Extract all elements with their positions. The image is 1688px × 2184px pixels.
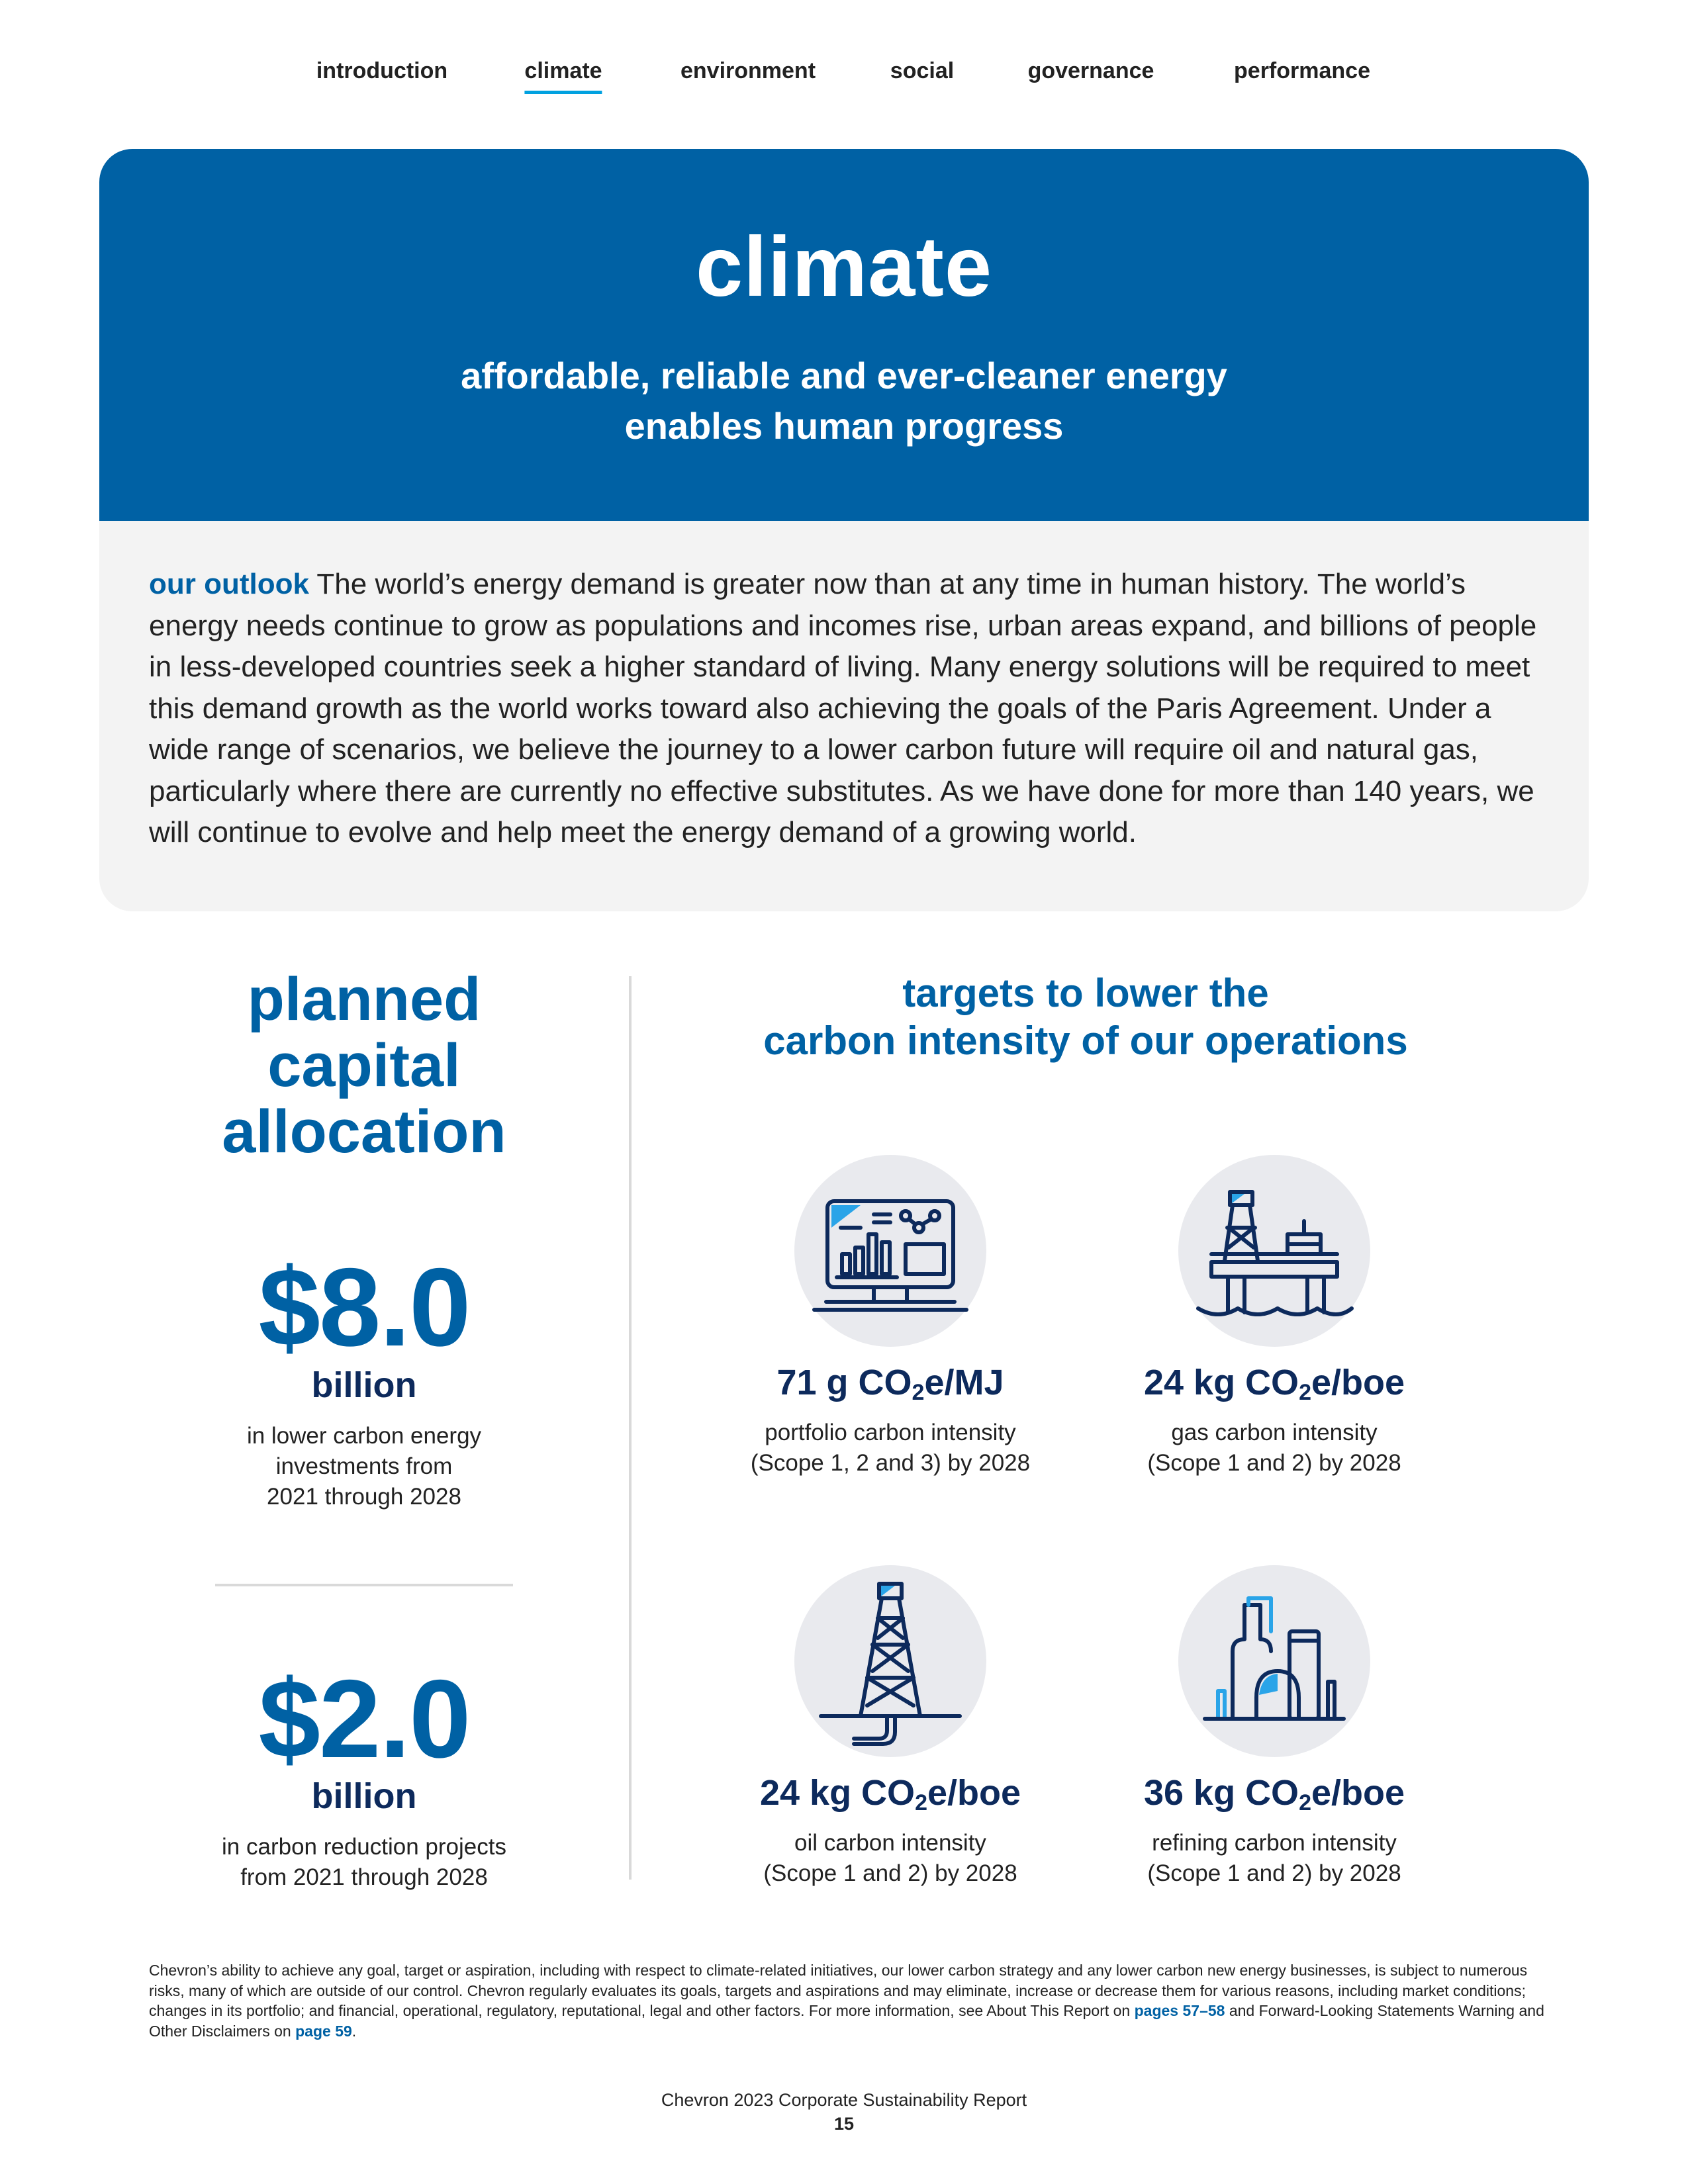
metric-suffix: e/boe [1311, 1773, 1405, 1813]
column-divider [629, 976, 632, 1880]
capital-value: $2.0 [258, 1657, 470, 1781]
page-title: climate [695, 220, 993, 314]
hero-subtitle [99, 351, 1589, 451]
metric-amount: 24 kg CO [759, 1773, 915, 1813]
desc-line: investments from [275, 1453, 453, 1479]
capital-unit: billion [311, 1776, 417, 1816]
heading-line: allocation [222, 1098, 506, 1165]
nav-performance[interactable]: performance [1234, 58, 1370, 83]
oil-derrick-icon [794, 1565, 986, 1757]
outlook-lead: our outlook [149, 568, 309, 600]
target-description [1089, 1828, 1460, 1889]
nav-introduction[interactable]: introduction [316, 58, 448, 83]
capital-description [165, 1832, 563, 1893]
heading-line: targets to lower the [902, 971, 1269, 1015]
desc-line: 2021 through 2028 [267, 1484, 461, 1510]
disclaimer [149, 1960, 1546, 2041]
metric-suffix: e/MJ [924, 1363, 1004, 1402]
metric-subscript: 2 [912, 1380, 925, 1405]
capital-description [165, 1421, 563, 1512]
nav-governance[interactable]: governance [1027, 58, 1154, 83]
capital-value: $8.0 [258, 1245, 470, 1369]
disclaimer-text: Chevron’s ability to achieve any goal, target or aspiration, including with respect to climate-related initiatives, our lower carbon strategy and any lower carbon new energy businesses, is subject to numerous risks, many of which are outside of our control. Chevron regularly evaluates its goals, targets and aspirations and may eliminate, increase or decrease them for various reasons, including market conditions; changes in its portfolio; and financial, operational, regulatory, reputational, legal and other factors. For more information, see About This Report on [149, 1962, 1528, 2019]
desc-line: portfolio carbon intensity [765, 1420, 1016, 1445]
divider [215, 1584, 513, 1586]
metric-suffix: e/boe [927, 1773, 1021, 1813]
heading-line: capital [267, 1032, 461, 1099]
hero-banner [99, 149, 1589, 521]
desc-line: (Scope 1, 2 and 3) by 2028 [750, 1450, 1031, 1476]
heading-line: carbon intensity of our operations [763, 1019, 1408, 1063]
targets-heading [662, 970, 1509, 1065]
metric-subscript: 2 [1299, 1380, 1311, 1405]
desc-line: from 2021 through 2028 [240, 1864, 488, 1890]
desc-line: (Scope 1 and 2) by 2028 [1147, 1450, 1401, 1476]
report-title: Chevron 2023 Corporate Sustainability Report [661, 2090, 1027, 2110]
nav-environment[interactable]: environment [680, 58, 816, 83]
desc-line: (Scope 1 and 2) by 2028 [763, 1860, 1017, 1886]
page-link[interactable]: page 59 [295, 2022, 352, 2040]
hero-subtitle-line: affordable, reliable and ever-cleaner energy [461, 355, 1227, 396]
metric-amount: 24 kg CO [1143, 1363, 1299, 1402]
refinery-icon [1178, 1565, 1370, 1757]
desc-line: in lower carbon energy [246, 1423, 482, 1449]
nav-climate[interactable]: climate [524, 58, 602, 94]
outlook-panel [99, 521, 1589, 911]
metric-amount: 71 g CO [776, 1363, 912, 1402]
section-nav [0, 58, 1688, 98]
metric-amount: 36 kg CO [1143, 1773, 1299, 1813]
target-description [1089, 1418, 1460, 1479]
target-metric [705, 1362, 1076, 1406]
disclaimer-text: and Forward-Looking Statements Warning and Other Disclaimers on [149, 2002, 1544, 2040]
metric-subscript: 2 [1299, 1790, 1311, 1815]
page-footer [0, 2088, 1688, 2136]
disclaimer-text: . [352, 2022, 357, 2040]
desc-line: oil carbon intensity [794, 1830, 986, 1856]
heading-line: planned [247, 966, 481, 1033]
desc-line: in carbon reduction projects [222, 1834, 506, 1860]
target-metric [1089, 1772, 1460, 1816]
hero-subtitle-line: enables human progress [624, 405, 1064, 447]
metric-subscript: 2 [915, 1790, 927, 1815]
target-description [705, 1828, 1076, 1889]
pages-link[interactable]: pages 57–58 [1134, 2002, 1225, 2019]
capital-allocation-heading [165, 966, 563, 1165]
outlook-paragraph [149, 564, 1546, 854]
target-metric [705, 1772, 1076, 1816]
offshore-platform-icon [1178, 1155, 1370, 1347]
nav-social[interactable]: social [890, 58, 955, 83]
page-number: 15 [833, 2114, 855, 2134]
target-metric [1089, 1362, 1460, 1406]
outlook-body: The world’s energy demand is greater now than at any time in human history. The world’s energy needs continue to grow as populations and incomes rise, urban areas expand, and billions of people in less-developed countries seek a higher standard of living. Many energy solutions will be required to meet this demand growth as the world works toward also achieving the goals of the Paris Agreement. Under a wide range of scenarios, we believe the journey to a lower carbon future will require oil and natural gas, particularly where there are currently no effective substitutes. As we have done for more than 140 years, we will continue to evolve and help meet the energy demand of a growing world. [149, 568, 1537, 848]
target-description [705, 1418, 1076, 1479]
desc-line: (Scope 1 and 2) by 2028 [1147, 1860, 1401, 1886]
computer-dashboard-icon [794, 1155, 986, 1347]
desc-line: refining carbon intensity [1152, 1830, 1397, 1856]
metric-suffix: e/boe [1311, 1363, 1405, 1402]
desc-line: gas carbon intensity [1171, 1420, 1378, 1445]
capital-unit: billion [311, 1365, 417, 1405]
